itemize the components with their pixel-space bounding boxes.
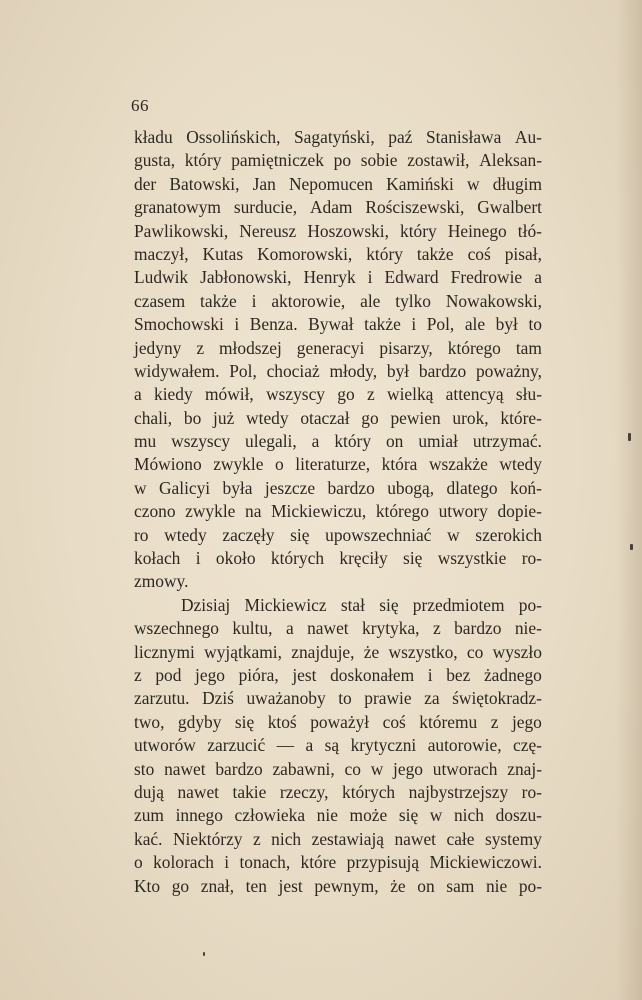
text-line: two, gdyby się ktoś poważył coś któremu z jego bbox=[134, 711, 542, 732]
ink-mark bbox=[630, 544, 633, 550]
text-line: chali, bo już wtedy otaczał go pewien urok, które- bbox=[134, 407, 542, 428]
text-line: granatowym surducie, Adam Rościszewski, Gwalbert bbox=[134, 197, 542, 218]
text-line: o kolorach i tonach, które przypisują Mickiewiczowi. bbox=[134, 852, 542, 873]
text-line: w Galicyi była jeszcze bardzo ubogą, dlatego koń- bbox=[134, 477, 542, 498]
text-line: kołach i około których kręciły się wszystkie ro- bbox=[134, 548, 542, 569]
body-text bbox=[134, 126, 542, 898]
text-line: Mówiono zwykle o literaturze, która wszakże wtedy bbox=[134, 454, 542, 475]
text-line: licznymi wyjątkami, znajduje, że wszystko, co wyszło bbox=[134, 641, 542, 662]
text-line: zum innego człowieka nie może się w nich doszu- bbox=[134, 805, 542, 826]
text-line: zarzutu. Dziś uważanoby to prawie za świętokradz- bbox=[134, 688, 542, 709]
text-line: dują nawet takie rzeczy, których najbystrzejszy ro- bbox=[134, 781, 542, 802]
text-line: wszechnego kultu, a nawet krytyka, z bardzo nie- bbox=[134, 618, 542, 639]
text-line: czono zwykle na Mickiewiczu, którego utwory dopie- bbox=[134, 501, 542, 522]
text-line: gusta, który pamiętniczek po sobie zostawił, Aleksan- bbox=[134, 150, 542, 171]
text-line: Pawlikowski, Nereusz Hoszowski, który Heinego tłó- bbox=[134, 220, 542, 241]
text-line: widywałem. Pol, chociaż młody, był bardzo poważny, bbox=[134, 360, 542, 381]
text-line: jedyny z młodszej generacyi pisarzy, którego tam bbox=[134, 337, 542, 358]
text-line: czasem także i aktorowie, ale tylko Nowakowski, bbox=[134, 290, 542, 311]
text-line: sto nawet bardzo zabawni, co w jego utworach znaj- bbox=[134, 758, 542, 779]
text-line: der Batowski, Jan Nepomucen Kamiński w długim bbox=[134, 173, 542, 194]
ink-mark bbox=[628, 433, 631, 441]
text-line: utworów zarzucić — a są krytyczni autorowie, czę- bbox=[134, 735, 542, 756]
text-line: Kto go znał, ten jest pewnym, że on sam nie po- bbox=[134, 875, 542, 896]
text-line: a kiedy mówił, wszyscy go z wielką attencyą słu- bbox=[134, 384, 542, 405]
text-line: Smochowski i Benza. Bywał także i Pol, ale był to bbox=[134, 314, 542, 335]
text-line: maczył, Kutas Komorowski, który także coś pisał, bbox=[134, 243, 542, 264]
ink-mark bbox=[203, 952, 205, 956]
text-line: mu wszyscy ulegali, a który on umiał utrzymać. bbox=[134, 431, 542, 452]
text-line: Ludwik Jabłonowski, Henryk i Edward Fredrowie a bbox=[134, 267, 542, 288]
text-line: zmowy. bbox=[134, 571, 189, 592]
text-line: kać. Niektórzy z nich zestawiają nawet całe systemy bbox=[134, 828, 542, 849]
page-edge-shadow bbox=[616, 0, 642, 1000]
text-line: Dzisiaj Mickiewicz stał się przedmiotem po- bbox=[181, 594, 542, 615]
text-line: z pod jego pióra, jest doskonałem i bez żadnego bbox=[134, 664, 542, 685]
text-line: ro wtedy zaczęły się upowszechniać w szerokich bbox=[134, 524, 542, 545]
text-line: kładu Ossolińskich, Sagatyński, paź Stanisława Au- bbox=[134, 127, 542, 147]
page-number: 66 bbox=[131, 96, 149, 115]
